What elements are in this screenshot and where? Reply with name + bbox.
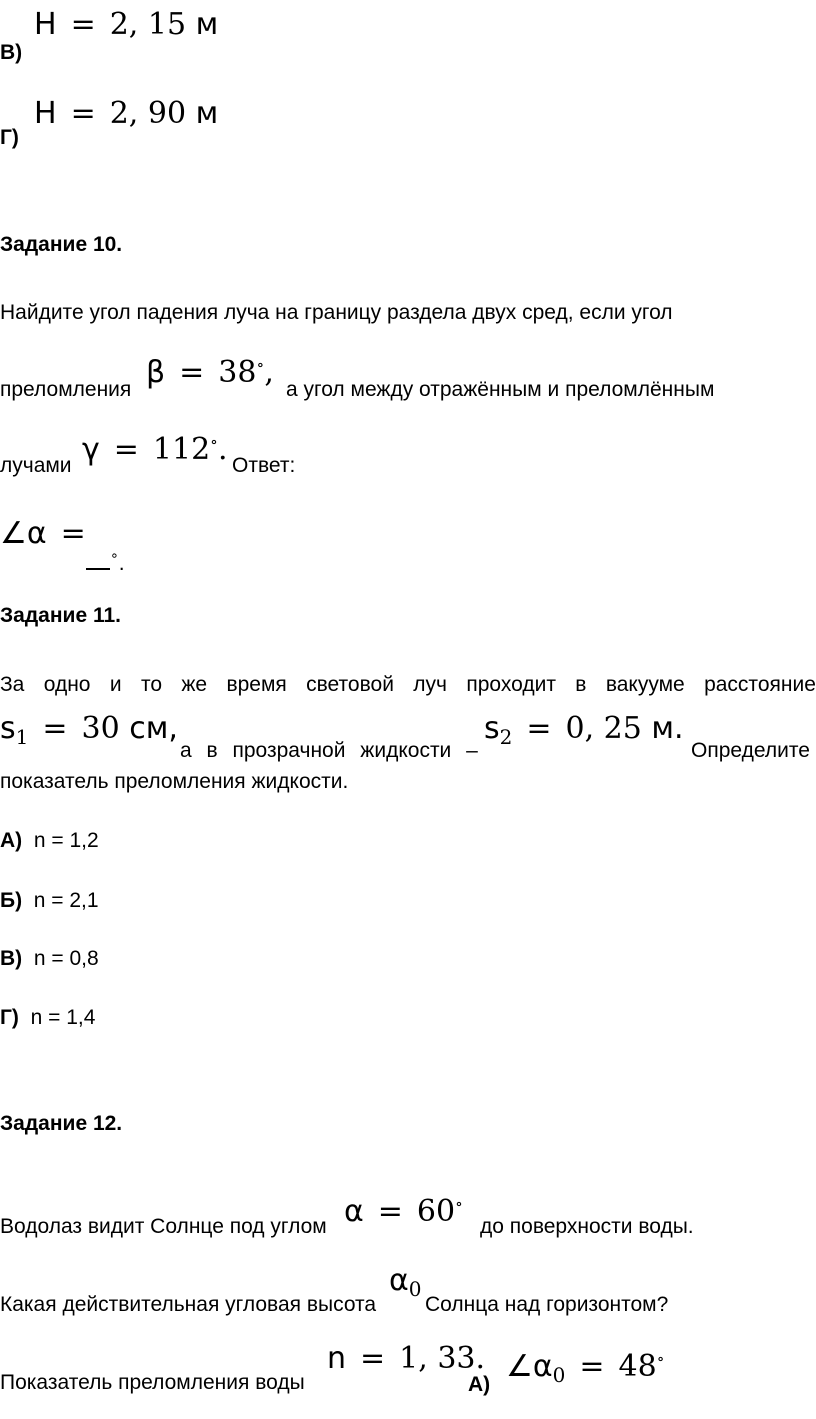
task-11-title: Задание 11. <box>0 604 121 627</box>
word: одно <box>43 673 91 696</box>
formula-var: Н <box>34 7 57 42</box>
gamma-formula <box>82 425 228 467</box>
s2-var: s <box>484 711 500 746</box>
task-12-option-a-formula <box>506 1342 665 1392</box>
option-g-formula <box>34 97 218 131</box>
formula-punct: , <box>264 355 274 390</box>
alpha-var: α <box>344 1194 364 1229</box>
alpha0-sub: 0 <box>552 1363 566 1387</box>
task-11-mid-text: а в прозрачной жидкости – <box>180 739 478 762</box>
word: луч <box>413 673 447 696</box>
answer-blank[interactable] <box>86 542 125 577</box>
word: же <box>181 673 208 696</box>
s2-value: 0, 25 <box>565 711 642 746</box>
task-11-determine: Определите <box>691 739 810 762</box>
beta-formula <box>146 348 274 390</box>
answer-tail: . <box>118 552 125 575</box>
word: время <box>226 673 287 696</box>
option-b[interactable] <box>0 888 99 914</box>
formula-eq: = <box>526 711 552 746</box>
task-12-line3-prefix: Показатель преломления воды <box>0 1371 305 1394</box>
option-label: В) <box>0 947 23 970</box>
option-label: Г) <box>0 1006 19 1029</box>
task-11-line1 <box>0 672 816 698</box>
gamma-var: γ <box>82 432 100 467</box>
task-10-line3-prefix: лучами <box>0 454 72 477</box>
formula-unit: м <box>195 96 219 131</box>
formula-eq: = <box>70 7 96 42</box>
n-var: n <box>327 1341 347 1376</box>
word: расстояние <box>704 673 816 696</box>
option-label: Б) <box>0 889 23 912</box>
s1-value: 30 <box>81 711 120 746</box>
degree-sign: ∘ <box>110 547 119 563</box>
formula-eq: = <box>360 1341 386 1376</box>
formula-eq: = <box>377 1194 403 1229</box>
s1-sub: 1 <box>15 725 29 749</box>
option-text: n = 2,1 <box>33 889 99 912</box>
s1-var: s <box>0 711 16 746</box>
option-a-value: 48 <box>618 1349 657 1384</box>
option-g-label: Г) <box>0 126 19 149</box>
word: вакууме <box>605 673 685 696</box>
word: то <box>140 673 162 696</box>
degree-sign: ∘ <box>656 1349 665 1368</box>
alpha-formula <box>344 1187 463 1229</box>
s2-formula <box>484 712 684 754</box>
word: в <box>575 673 587 696</box>
alpha-value: 60 <box>416 1194 456 1229</box>
formula-value: 2, 15 <box>109 7 187 42</box>
task-10-line2-suffix: а угол между отражённым и преломлённым <box>286 378 715 401</box>
beta-var: β <box>146 355 166 390</box>
task-12-option-a-label[interactable]: А) <box>468 1373 491 1396</box>
formula-eq: = <box>42 711 68 746</box>
task-10-line2-prefix: преломления <box>0 378 132 401</box>
task-10-line1: Найдите угол падения луча на границу раздела двух сред, если угол <box>0 301 673 324</box>
option-g[interactable] <box>0 1005 95 1031</box>
degree-sign: ∘ <box>210 432 219 451</box>
gamma-value: 112 <box>152 432 211 467</box>
alpha0-sub: 0 <box>408 1277 422 1301</box>
formula-var: Н <box>34 96 57 131</box>
word: проходит <box>466 673 556 696</box>
task-10-title: Задание 10. <box>0 233 123 256</box>
word: За <box>0 673 25 696</box>
s1-formula <box>0 712 178 754</box>
option-text: n = 1,4 <box>30 1006 96 1029</box>
task-12-line1-suffix: до поверхности воды. <box>480 1215 694 1238</box>
option-text: n = 1,2 <box>33 829 99 852</box>
task-12-line2-suffix: Солнца над горизонтом? <box>425 1293 669 1316</box>
s2-unit: м. <box>651 711 684 746</box>
beta-value: 38 <box>218 355 257 390</box>
formula-eq: = <box>60 516 86 551</box>
option-v-label: В) <box>0 41 23 64</box>
n-value: 1, 33. <box>399 1341 486 1376</box>
task-11-line3: показатель преломления жидкости. <box>0 770 349 793</box>
option-text: n = 0,8 <box>33 947 99 970</box>
answer-formula <box>0 517 100 551</box>
answer-blank-line[interactable] <box>86 550 110 570</box>
word: световой <box>306 673 394 696</box>
n-formula <box>327 1342 485 1376</box>
task-12-line1-prefix: Водолаз видит Солнце под углом <box>0 1215 327 1238</box>
alpha0-formula <box>389 1264 422 1306</box>
s2-sub: 2 <box>499 725 513 749</box>
alpha0-var: α <box>389 1263 409 1298</box>
answer-label: Ответ: <box>232 454 296 477</box>
task-12-line2-prefix: Какая действительная угловая высота <box>0 1293 377 1316</box>
angle-alpha: ∠α <box>506 1349 553 1384</box>
formula-eq: = <box>113 432 139 467</box>
option-v[interactable] <box>0 946 99 972</box>
option-label: А) <box>0 829 23 852</box>
option-a[interactable] <box>0 828 99 854</box>
formula-unit: м <box>195 7 219 42</box>
task-12-title: Задание 12. <box>0 1112 123 1135</box>
formula-eq: = <box>579 1349 605 1384</box>
angle-alpha: ∠α <box>0 516 47 551</box>
formula-punct: . <box>218 432 228 467</box>
formula-value: 2, 90 <box>109 96 187 131</box>
option-v-formula <box>34 8 218 42</box>
s1-unit: см, <box>129 711 178 746</box>
degree-sign: ∘ <box>256 355 265 374</box>
formula-eq: = <box>179 355 205 390</box>
degree-sign: ∘ <box>455 1194 463 1213</box>
word: и <box>109 673 122 696</box>
formula-eq: = <box>70 96 96 131</box>
